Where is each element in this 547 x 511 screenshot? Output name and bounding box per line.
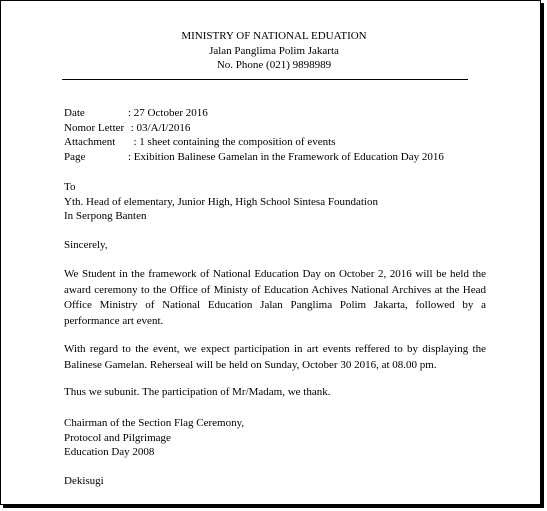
ministry-phone: No. Phone (021) 9898989 bbox=[216, 59, 332, 71]
meta-row-attachment bbox=[64, 135, 486, 150]
signer-name: Dekisugi bbox=[64, 475, 104, 487]
recipient-block bbox=[64, 180, 486, 224]
recipient-to: To bbox=[64, 181, 76, 193]
meta-row-number bbox=[64, 121, 486, 136]
meta-value: : 03/A/I/2016 bbox=[128, 121, 191, 134]
meta-value: : Exibition Balinese Gamelan in the Framework of Education Day 2016 bbox=[128, 150, 444, 163]
meta-key: Nomor Letter bbox=[64, 121, 125, 134]
body-paragraph: With regard to the event, we expect participation in art events reffered to by displaying the Balinese Gamelan. Reherseal will be held on Sunday, October 30 2016, at 08.00 pm. bbox=[64, 343, 486, 371]
meta-value: : 1 sheet containing the composition of events bbox=[128, 136, 336, 148]
meta-key: Page bbox=[64, 150, 86, 163]
meta-row-date bbox=[64, 106, 486, 121]
meta-value: : 27 October 2016 bbox=[128, 107, 208, 119]
body-paragraph: We Student in the framework of National Education Day on October 2, 2016 will be held the award ceremony to the Office of Ministy of Education Achives National Archives at the Head Office Ministry of National Education Jalan Panglima Polim Jakarta, followed by a performance art event. bbox=[64, 268, 486, 327]
signature-line: Education Day 2008 bbox=[64, 446, 155, 458]
closing-paragraph: Thus we subunit. The participation of Mr/Madam, we thank. bbox=[64, 386, 331, 398]
ministry-address: Jalan Panglima Polim Jakarta bbox=[209, 44, 339, 57]
signature-block bbox=[64, 416, 486, 460]
recipient-line: In Serpong Banten bbox=[64, 210, 147, 222]
letterhead-divider bbox=[62, 79, 468, 80]
letterhead bbox=[64, 29, 484, 73]
recipient-line: Yth. Head of elementary, Junior High, High School Sintesa Foundation bbox=[64, 195, 378, 208]
ministry-title: MINISTRY OF NATIONAL EDUATION bbox=[181, 30, 367, 42]
letter-meta bbox=[64, 106, 486, 164]
signature-line: Protocol and Pilgrimage bbox=[64, 431, 171, 444]
meta-row-page bbox=[64, 150, 486, 165]
greeting: Sincerely, bbox=[64, 239, 108, 251]
meta-key: Date bbox=[64, 107, 85, 119]
signature-line: Chairman of the Section Flag Ceremony, bbox=[64, 417, 245, 429]
meta-key: Attachment bbox=[64, 136, 116, 148]
